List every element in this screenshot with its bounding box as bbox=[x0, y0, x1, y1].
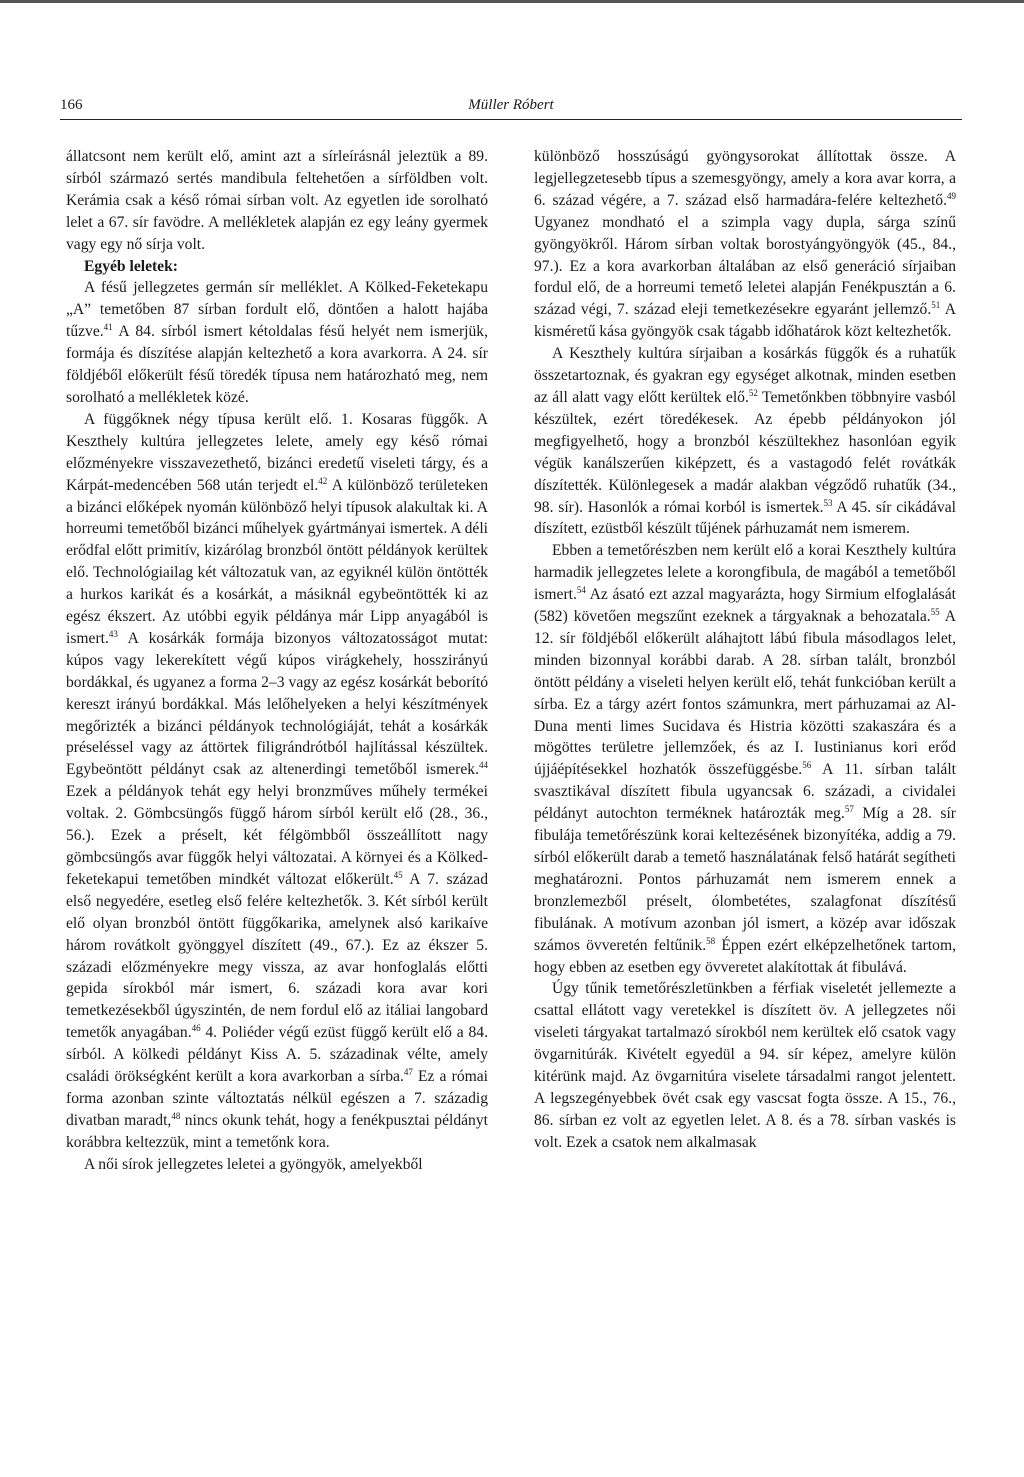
page-number: 166 bbox=[60, 97, 83, 113]
paragraph bbox=[534, 146, 956, 343]
footnote-ref: 56 bbox=[802, 760, 812, 771]
paragraph-text: Míg a 28. sír fibulája temetőrészünk korai keltezésének bizonyítéka, addig a 79. sírból előkerült darab a temető használatának felső határát segítheti meghatározni. Pontos párhuzamát nem ismerem ennek a bronzlemezből préselt, ólombetétes, szalagfonat díszítésű fibulának. A motívum azonban jól ismert, a közép avar időszak számos övveretén feltűnik. bbox=[534, 805, 956, 954]
paragraph-text: különböző hosszúságú gyöngysorokat állítottak össze. A legjellegzetesebb típus a szemesgyöngy, amely a kora avar korra, a 6. század végére, a 7. század első harmadára-felére keltezhető. bbox=[534, 148, 956, 209]
paragraph-text: Ebben a temetőrészben nem került elő a korai Keszthely kultúra harmadik jellegzetes lelete a korongfibula, de magából a temetőből ismert. bbox=[534, 542, 956, 604]
footnote-ref: 46 bbox=[191, 1023, 201, 1034]
paragraph-text: Az ásató ezt azzal magyarázta, hogy Sirmium elfoglalását (582) követően megszűnt ezeknek a tárgyaknak a behozatala. bbox=[534, 586, 956, 626]
paragraph-text: A különböző területeken a bizánci előképek nyomán különböző helyi típusok alakultak ki. A horreumi temetőből bizánci műhelyek gyártmányai ismertek. A déli erődfal előtt primitív, kizárólag bronzból öntött példányok kerültek elő. Technológiailag két változatuk van, az egyiknél külön öntötték a hurkos karikát és a kosárkát, a másiknál egybeöntötték ki az egész ékszert. Az utóbbi egyik példánya már Lipp anyagából is ismert. bbox=[66, 476, 488, 647]
paragraph-text: Ezek a példányok tehát egy helyi bronzműves műhely termékei voltak. 2. Gömbcsüngős függő három sírból került elő (28., 36., 56.). Ezek a préselt, két félgömbből összeállított nagy gömbcsüngős avar függők helyi változatai. A környei és a Kölked-feketekapui temetőben mindkét változat előkerült. bbox=[66, 783, 488, 888]
paragraph-text: A fésű jellegzetes germán sír melléklet. A Kölked-Feketekapu „A” temetőben 87 sírban fordult elő, döntően a halott hajába tűzve. bbox=[66, 279, 488, 341]
running-head: Müller Róbert bbox=[468, 97, 554, 113]
footnote-ref: 47 bbox=[403, 1066, 413, 1077]
paragraph bbox=[66, 146, 488, 256]
left-column bbox=[66, 146, 488, 1176]
paragraph-text: A kosárkák formája bizonyos változatosságot mutat: kúpos vagy lekerekített végű kúpos virágkehely, hosszirányú bordákkal, és ugyanez a forma 2–3 vagy az egész kosárkát beborító kereszt irányú bordákkal. Más lelőhelyeken a helyi készítmények megőrizték a bizánci példányok technológiáját, tehát a kosárkák préseléssel vagy az áttörtek filigrándrótból hajlítással készültek. Egybeöntött példányt csak az altenerdingi temetőből ismerek. bbox=[66, 629, 488, 779]
paragraph-text: Ez a római forma azonban szinte változtatás nélkül egészen a 7. századig divatban maradt, bbox=[66, 1068, 488, 1129]
paragraph bbox=[534, 343, 956, 540]
footnote-ref: 58 bbox=[706, 935, 716, 946]
section-heading: Egyéb leletek: bbox=[84, 257, 178, 275]
footnote-ref: 44 bbox=[479, 760, 488, 771]
paragraph bbox=[66, 277, 488, 408]
scan-edge bbox=[0, 0, 1024, 3]
paragraph-text: A Keszthely kultúra sírjaiban a kosárkás függők és a ruhatűk összetartoznak, és gyakran egy egységet alkotnak, minden esetben az áll alatt vagy előtt kerültek elő. bbox=[534, 345, 956, 406]
footnote-ref: 42 bbox=[318, 475, 328, 486]
footnote-ref: 41 bbox=[103, 322, 113, 333]
page-header bbox=[60, 97, 962, 117]
paragraph-text: Temetőnkben többnyire vasból készültek, ezért töredékesek. Az épebb példányokon jól megfigyelhető, hogy a bronzból készültekhez hasonlóan egyik végük kanálszerűen kiképzett, és a vastagodó felét rovátkák díszítették. Különlegesek a madár alakban végződő ruhatűk (34., 98. sír). Hasonlók a római korból is ismertek. bbox=[534, 388, 956, 516]
paragraph-text: A függőknek négy típusa került elő. 1. Kosaras függők. A Keszthely kultúra jellegzetes lelete, amely egy késő római előzményekre visszavezethető, bizánci eredetű viseleti tárgy, és a Kárpát-medencében 568 után terjedt el. bbox=[66, 410, 488, 494]
footnote-ref: 54 bbox=[576, 584, 586, 595]
paragraph-text: Úgy tűnik temetőrészletünkben a férfiak viseletét jellemezte a csattal ellátott vagy veretekkel is díszített öv. A jellegzetes női viseleti tárgyakat tartalmazó sírokból nem kerültek elő csatok vagy övgarnitúrák. Kivételt egyedül a 94. sír képez, amelyre külön kitérünk majd. Az övgarnitúra viselete társadalmi rangot jelentett. A legszegényebbek övét csak egy vascsat fogta össze. A 15., 76., 86. sírban ez volt az egyetlen lelet. A 8. és a 78. sírban vaskés is volt. Ezek a csatok nem alkalmasak bbox=[534, 980, 956, 1151]
paragraph-text: 4. Poliéder végű ezüst függő került elő a 84. sírból. A kölkedi példányt Kiss A. 5. századinak vélte, amely családi örökségként került a kora avarkorban a sírba. bbox=[66, 1024, 488, 1086]
footnote-ref: 55 bbox=[930, 606, 940, 617]
paragraph-text: A 12. sír földjéből előkerült aláhajtott lábú fibula másodlagos lelet, minden bizonnyal korábbi darab. A 28. sírban talált, bronzból öntött példány a viseleti helyen került elő, tehát funkcióban került a sírba. Ez a tárgy azért fontos számunkra, mert párhuzamai az Al-Duna menti limes Sucidava és Histria közötti szakaszára és a mögöttes területre jellemzőek, és az I. Iustinianus kori erőd újjáépítésekkel hozhatók összefüggésbe. bbox=[534, 608, 956, 779]
footnote-ref: 57 bbox=[844, 804, 854, 814]
footnote-ref: 53 bbox=[823, 497, 833, 508]
paragraph-text: állatcsont nem került elő, amint azt a sírleírásnál jeleztük a 89. sírból származó sertés mandibula feltehetően a sírföldben volt. Kerámia csak a késő római sírban volt. Az egyetlen ide sorolható lelet a 67. sír favödre. A mellékletek alapján ez egy leány gyermek vagy egy nő sírja volt. bbox=[66, 148, 488, 253]
paragraph-text: nincs okunk tehát, hogy a fenékpusztai példányt korábbra keltezzük, mint a temetőnk kora. bbox=[66, 1111, 488, 1151]
paragraph-text: Éppen ezért elképzelhetőnek tartom, hogy ebben az esetben egy övveretet alakítottak át fibulává. bbox=[534, 936, 956, 976]
paragraph-text: A 45. sír cikádával díszített, ezüstből készült tűjének párhuzamát nem ismerem. bbox=[534, 498, 956, 538]
paragraph-text: A női sírok jellegzetes leletei a gyöngyök, amelyekből bbox=[84, 1155, 423, 1173]
paragraph-text: A kisméretű kása gyöngyök csak tágabb időhatárok közt keltezhetők. bbox=[534, 301, 956, 341]
paragraph bbox=[66, 1154, 488, 1176]
paragraph bbox=[66, 409, 488, 1154]
paragraph bbox=[534, 978, 956, 1153]
header-rule bbox=[60, 119, 962, 120]
footnote-ref: 48 bbox=[171, 1110, 181, 1121]
footnote-ref: 51 bbox=[931, 300, 941, 311]
right-column bbox=[534, 146, 956, 1154]
paragraph bbox=[534, 540, 956, 978]
footnote-ref: 52 bbox=[748, 387, 758, 398]
paragraph-text: A 84. sírból ismert kétoldalas fésű helyét nem ismerjük, formája és díszítése alapján keltezhető a kora avarkorra. A 24. sír földjéből előkerült fésű töredék típusa nem határozható meg, nem sorolható a mellékletek közé. bbox=[66, 323, 488, 406]
paragraph-text: A 11. sírban talált svasztikával díszített fibula ugyancsak 6. századi, a cividalei példányt autochton terméknek határozták meg. bbox=[534, 761, 956, 823]
paragraph-text: Ugyanez mondható el a szimpla vagy dupla, sárga színű gyöngyökről. Három sírban voltak borostyángyöngyök (45., 84., 97.). Ez a kora avarkorban általában az első generáció sírjaiban fordul elő, de a horreumi temető leletei alapján Fenékpusztán a 6. század végi, 7. század eleji temetkezésekre egyaránt jellemző. bbox=[534, 213, 956, 319]
footnote-ref: 45 bbox=[393, 869, 403, 880]
paragraph-text: A 7. század első negyedére, esetleg első felére keltezhetők. 3. Két sírból került elő olyan bronzból öntött függőkarika, amelynek alsó karikaíve három rovátkolt gyönggyel díszített (49., 67.). Ez az ékszer 5. századi előzményekre megy vissza, az avar honfoglalás előtti gepida sírokból már ismert, 6. századi kora avar kori temetkezésekből úgyszintén, de nem fordul elő az itáliai langobard temetők anyagában. bbox=[66, 870, 488, 1042]
footnote-ref: 43 bbox=[108, 628, 118, 639]
footnote-ref: 49 bbox=[947, 190, 956, 201]
